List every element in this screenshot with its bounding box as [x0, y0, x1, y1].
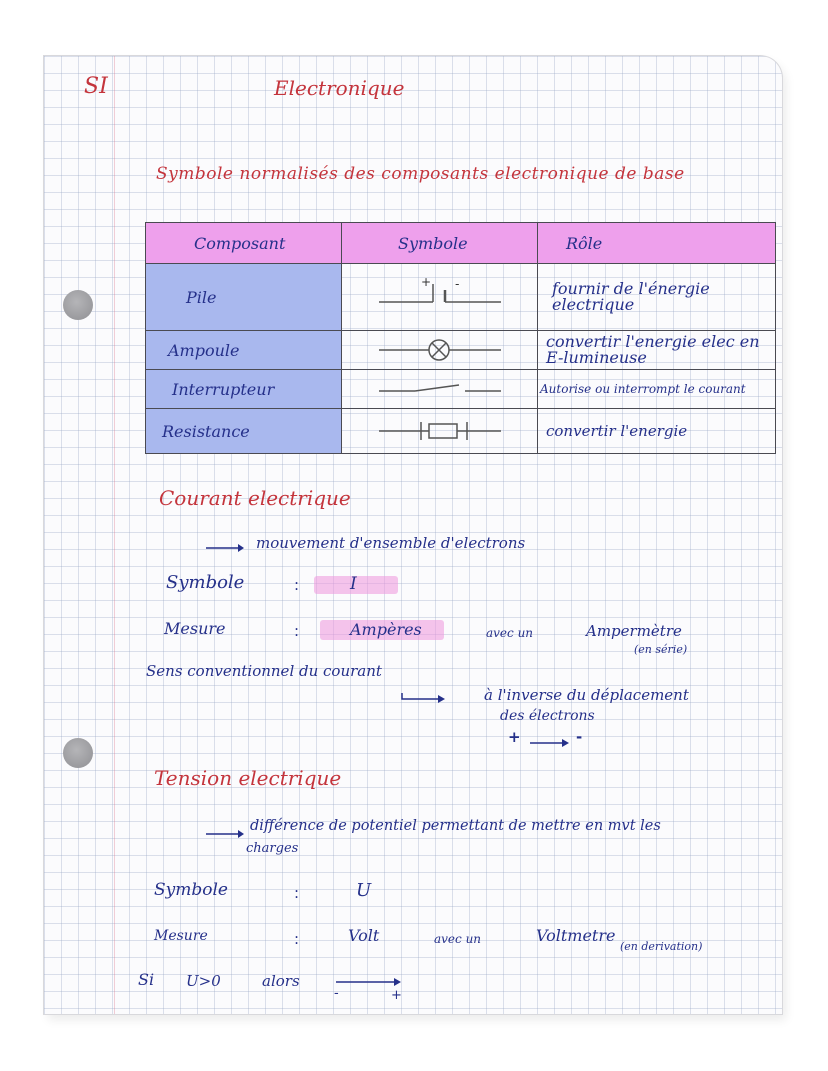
sens-text-2: des électrons — [500, 708, 595, 724]
header-symbole: Symbole — [342, 223, 538, 264]
table-header-row — [146, 223, 776, 264]
minus-sign: - — [576, 728, 583, 746]
courant-instrument-note: (en série) — [634, 643, 688, 656]
courant-mesure-with: avec un — [486, 626, 534, 640]
si-condition: U>0 — [186, 972, 221, 990]
colon: : — [294, 576, 300, 594]
courant-definition: mouvement d'ensemble d'electrons — [256, 534, 526, 552]
table-row — [146, 409, 776, 454]
alors-label: alors — [262, 972, 300, 990]
tension-mesure-value: Volt — [348, 926, 380, 945]
role-text: Autorise ou interrompt le courant — [538, 370, 776, 409]
subject-label: SI — [84, 74, 108, 99]
colon: : — [294, 884, 300, 902]
component-name: Pile — [146, 264, 342, 331]
plus-sign: + — [391, 988, 402, 1003]
tension-symbole-value: U — [356, 880, 372, 901]
battery-symbol-icon — [342, 264, 538, 331]
colon: : — [294, 930, 300, 948]
switch-symbol-icon — [342, 370, 538, 409]
component-name: Ampoule — [146, 331, 342, 370]
binder-hole-bottom — [63, 738, 93, 768]
table-row — [146, 370, 776, 409]
arrow-right-icon — [204, 539, 246, 558]
notebook-page — [44, 56, 782, 1014]
binder-hole-top — [63, 290, 93, 320]
tension-instrument-note: (en derivation) — [620, 940, 703, 953]
section-heading-symboles: Symbole normalisés des composants electronique de base — [156, 164, 685, 184]
components-table — [145, 222, 776, 454]
component-name: Resistance — [146, 409, 342, 454]
resistor-symbol-icon — [342, 409, 538, 454]
role-text: convertir l'energie elec en E-lumineuse — [538, 331, 776, 370]
electron-arrow-icon — [528, 733, 572, 752]
plus-sign: + — [508, 728, 521, 746]
tension-instrument: Voltmetre — [536, 926, 616, 945]
courant-symbole-label: Symbole — [166, 572, 245, 593]
tension-symbole-label: Symbole — [154, 880, 228, 900]
role-text: convertir l'energie — [538, 409, 776, 454]
colon: : — [294, 622, 300, 640]
courant-mesure-label: Mesure — [164, 619, 226, 638]
header-role: Rôle — [538, 223, 776, 264]
tension-mesure-with: avec un — [434, 932, 482, 946]
section-heading-tension: Tension electrique — [154, 766, 342, 790]
table-row — [146, 331, 776, 370]
role-text: fournir de l'énergie electrique — [538, 264, 776, 331]
component-name: Interrupteur — [146, 370, 342, 409]
courant-instrument: Ampermètre — [586, 622, 682, 640]
courant-mesure-value: Ampères — [350, 620, 422, 639]
svg-text:+: + — [420, 275, 431, 289]
courant-symbole-value: I — [350, 574, 357, 594]
si-label: Si — [138, 970, 155, 989]
tension-definition-1: différence de potentiel permettant de mettre en mvt les — [250, 818, 661, 834]
header-composant: Composant — [146, 223, 342, 264]
minus-sign: - — [334, 986, 339, 1001]
lamp-symbol-icon — [342, 331, 538, 370]
arrow-right-icon — [204, 825, 246, 844]
tension-mesure-label: Mesure — [154, 928, 208, 944]
tension-definition-2: charges — [246, 841, 299, 856]
section-heading-courant: Courant electrique — [159, 486, 351, 510]
sens-text-1: à l'inverse du déplacement — [484, 686, 689, 704]
sens-label: Sens conventionnel du courant — [146, 662, 382, 680]
page-title: Electronique — [274, 76, 405, 100]
margin-line — [114, 56, 115, 1014]
svg-text:-: - — [454, 277, 459, 291]
table-row — [146, 264, 776, 331]
hook-arrow-icon — [398, 690, 448, 709]
